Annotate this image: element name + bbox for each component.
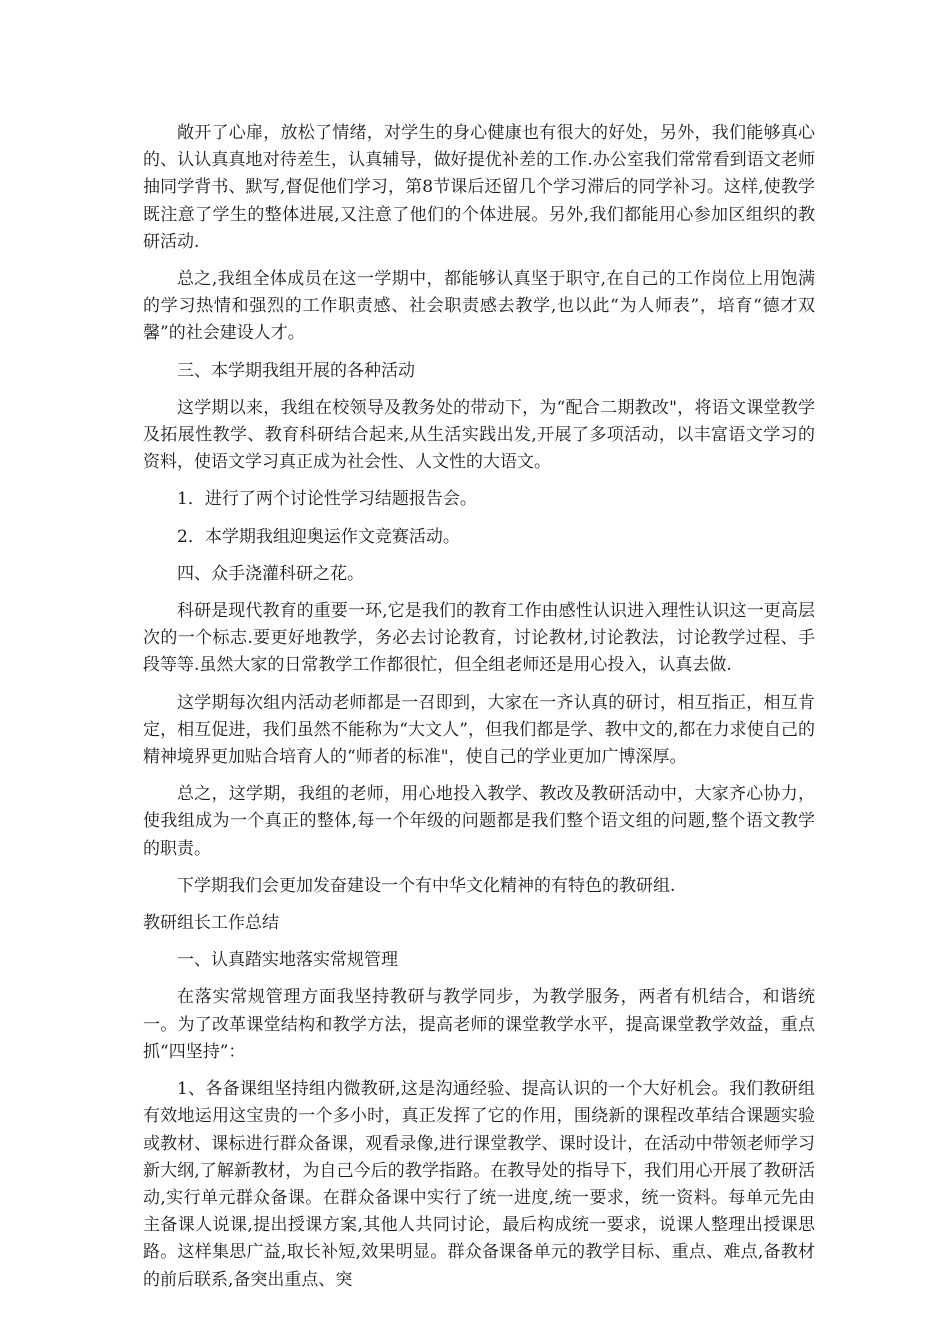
document-title: 教研组长工作总结 [143,913,279,934]
document-body [143,120,815,1304]
paragraph: 下学期我们会更加发奋建设一个有中华文化精神的有特色的教研组. [177,875,676,896]
paragraph: 总之,我组全体成员在这一学期中，都能够认真坚于职守,在自己的工作岗位上用饱满的学习热情和强烈的工作职责感、社会职责感去教学,也以此“为人师表”，培育“德才双馨”的社会建设人才。 [143,269,815,344]
section-heading: 四、众手浇灌科研之花。 [177,563,364,584]
paragraph: 在落实常规管理方面我坚持教研与教学同步，为教学服务，两者有机结合，和谐统一。为了改革课堂结构和教学方法，提高老师的课堂教学水平，提高课堂教学效益，重点抓“四坚持”： [143,987,815,1062]
section-heading: 三、本学期我组开展的各种活动 [177,360,415,381]
list-item: 1．进行了两个讨论性学习结题报告会。 [177,489,477,510]
section-heading: 一、认真踏实地落实常规管理 [177,950,398,971]
paragraph: 1、各备课组坚持组内微教研,这是沟通经验、提高认识的一个大好机会。我们教研组有效地运用这宝贵的一个多小时，真正发挥了它的作用，围绕新的课程改革结合课题实验或教材、课标进行群众备课，观看录像,进行课堂教学、课时设计，在活动中带领老师学习新大纲,了解新教材，为自己今后的教学指路。在教导处的指导下，我们用心开展了教研活动,实行单元群众备课。在群众备课中实行了统一进度,统一要求，统一资料。每单元先由主备课人说课,提出授课方案,其他人共同讨论，最后构成统一要求，说课人整理出授课思路。这样集思广益,取长补短,效果明显。群众备课备单元的教学目标、重点、难点,备教材的前后联系,备突出重点、突 [143,1079,815,1290]
paragraph: 总之，这学期，我组的老师，用心地投入教学、教改及教研活动中，大家齐心协力，使我组成为一个真正的整体,每一个年级的问题都是我们整个语文组的问题,整个语文教学的职责。 [143,784,815,859]
paragraph: 这学期以来，我组在校领导及教务处的带动下，为“配合二期教改"，将语文课堂教学及拓展性教学、教育科研结合起来,从生活实践出发,开展了多项活动，以丰富语文学习的资料，使语文学习真正成为社会性、人文性的大语文。 [143,397,815,473]
paragraph: 敞开了心扉，放松了情绪，对学生的身心健康也有很大的好处，另外，我们能够真心的、认认真真地对待差生，认真辅导，做好提优补差的工作.办公室我们常常看到语文老师抽同学背书、默写,督促他们学习，第8节课后还留几个学习滞后的同学补习。这样,使教学既注意了学生的整体进展,又注意了他们的个体进展。另外,我们都能用心参加区组织的教研活动. [143,123,815,252]
paragraph: 这学期每次组内活动老师都是一召即到，大家在一齐认真的研讨，相互指正，相互肯定，相互促进，我们虽然不能称为“大文人”，但我们都是学、教中文的,都在力求使自己的精神境界更加贴合培育人的“师者的标准"，使自己的学业更加广博深厚。 [143,692,815,768]
list-item: 2．本学期我组迎奥运作文竞赛活动。 [177,526,460,547]
paragraph: 科研是现代教育的重要一环,它是我们的教育工作由感性认识进入理性认识这一更高层次的一个标志.要更好地教学，务必去讨论教育，讨论教材,讨论教法，讨论教学过程、手段等等.虽然大家的日常教学工作都很忙，但全组老师还是用心投入，认真去做. [143,601,815,676]
